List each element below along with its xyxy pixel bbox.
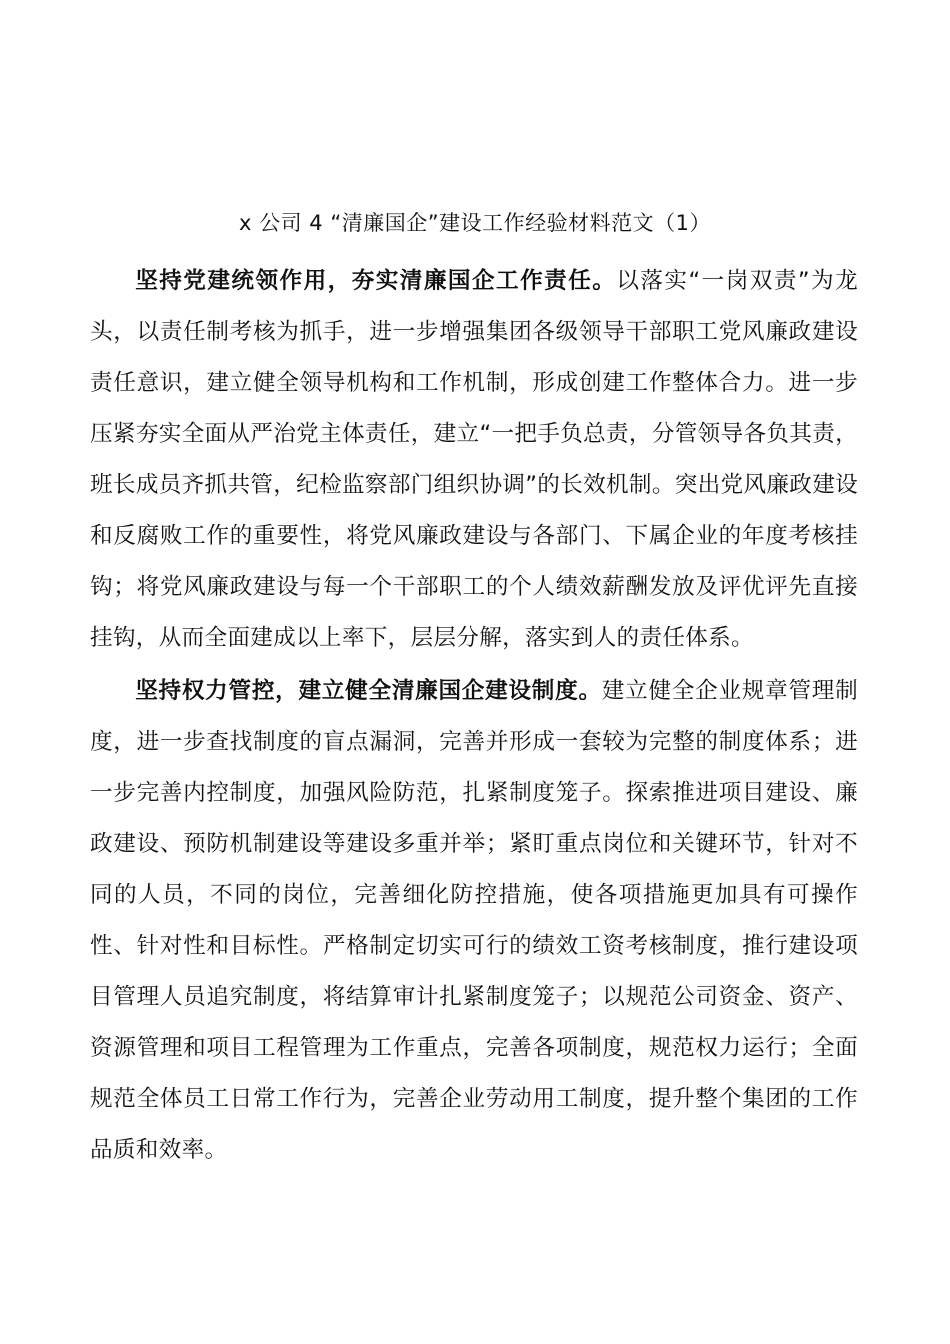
paragraph-power-control <box>90 666 858 1176</box>
document-title: x 公司 4 “清廉国企”建设工作经验材料范文（1） <box>239 211 711 235</box>
paragraph-lead-heading: 坚持党建统领作用，夯实清廉国企工作责任。 <box>135 268 617 294</box>
paragraph-party-leadership <box>90 256 858 664</box>
paragraph-lead-heading: 坚持权力管控，建立健全清廉国企建设制度。 <box>135 678 602 704</box>
paragraph-body-text: 以落实“一岗双责”为龙头，以责任制考核为抓手，进一步增强集团各级领导干部职工党风廉政建设责任意识，建立健全领导机构和工作机制，形成创建工作整体合力。进一步压紧夯实全面从严治党主体责任，建立“一把手负总责，分管领导各负其责，班长成员齐抓共管，纪检监察部门组织协调”的长效机制。突出党风廉政建设和反腐败工作的重要性，将党风廉政建设与各部门、下属企业的年度考核挂钩；将党风廉政建设与每一个干部职工的个人绩效薪酬发放及评优评先直接挂钩，从而全面建成以上率下，层层分解，落实到人的责任体系。 <box>90 268 858 651</box>
document-body <box>90 256 858 1178</box>
paragraph-body-text: 建立健全企业规章管理制度，进一步查找制度的盲点漏洞，完善并形成一套较为完整的制度体系；进一步完善内控制度，加强风险防范，扎紧制度笼子。探索推进项目建设、廉政建设、预防机制建设等建设多重并举；紧盯重点岗位和关键环节，针对不同的人员，不同的岗位，完善细化防控措施，使各项措施更加具有可操作性、针对性和目标性。严格制定切实可行的绩效工资考核制度，推行建设项目管理人员追究制度，将结算审计扎紧制度笼子；以规范公司资金、资产、资源管理和项目工程管理为工作重点，完善各项制度，规范权力运行；全面规范全体员工日常工作行为，完善企业劳动用工制度，提升整个集团的工作品质和效率。 <box>90 678 858 1163</box>
